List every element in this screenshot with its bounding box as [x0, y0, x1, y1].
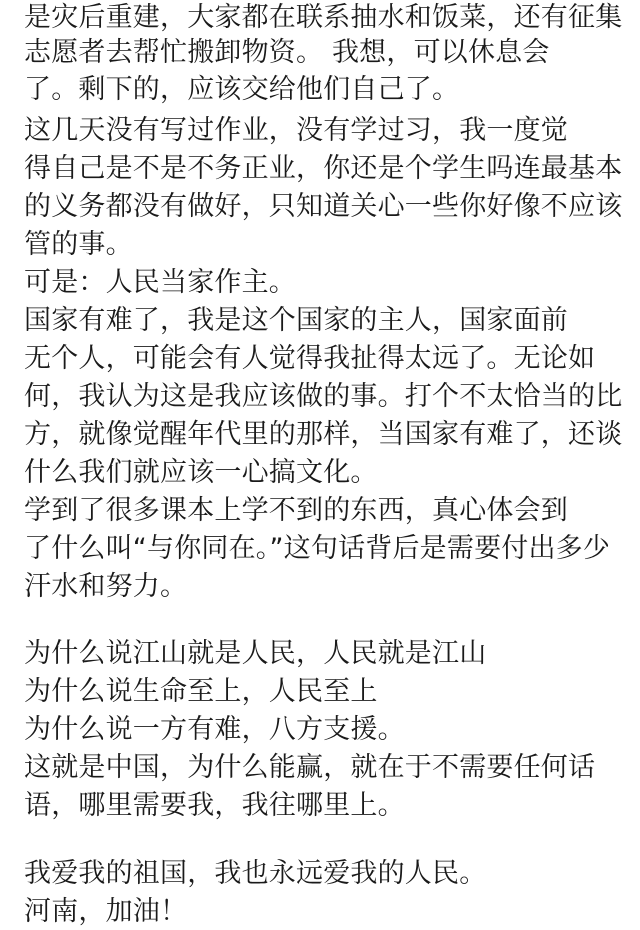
text-line: 为什么说江山就是人民，人民就是江山	[24, 638, 487, 669]
text-line: 汗水和努力。	[24, 571, 188, 602]
text-line: 这就是中国，为什么能赢，就在于不需要任何话	[24, 752, 596, 783]
text-line: 了什么叫“与你同在。”这句话背后是需要付出多少	[24, 533, 611, 564]
text-line: 可是：人民当家作主。	[24, 267, 296, 298]
text-line: 何，我认为这是我应该做的事。打个不太恰当的比	[24, 381, 623, 412]
text-line: 什么我们就应该一心搞文化。	[24, 457, 378, 488]
text-line: 我爱我的祖国，我也永远爱我的人民。	[24, 858, 487, 889]
text-line: 了。剩下的，应该交给他们自己了。	[24, 74, 460, 105]
text-line: 语，哪里需要我，我往哪里上。	[24, 790, 405, 821]
text-line: 管的事。	[24, 229, 133, 260]
text-line: 国家有难了，我是这个国家的主人，国家面前	[24, 305, 568, 336]
text-line: 学到了很多课本上学不到的东西，真心体会到	[24, 495, 568, 526]
text-line: 为什么说一方有难，八方支援。	[24, 714, 405, 745]
text-line: 是灾后重建，大家都在联系抽水和饭菜，还有征集	[24, 2, 623, 33]
text-line: 为什么说生命至上，人民至上	[24, 676, 378, 707]
text-line: 这几天没有写过作业，没有学过习，我一度觉	[24, 115, 568, 146]
text-line: 志愿者去帮忙搬卸物资。 我想，可以休息会	[24, 37, 550, 68]
text-line: 得自己是不是不务正业，你还是个学生吗连最基本	[24, 153, 623, 184]
text-line: 河南，加油！	[24, 896, 188, 927]
text-line: 的义务都没有做好，只知道关心一些你好像不应该	[24, 191, 623, 222]
text-line: 方，就像觉醒年代里的那样，当国家有难了，还谈	[24, 419, 623, 450]
text-line: 无个人，可能会有人觉得我扯得太远了。无论如	[24, 343, 596, 374]
